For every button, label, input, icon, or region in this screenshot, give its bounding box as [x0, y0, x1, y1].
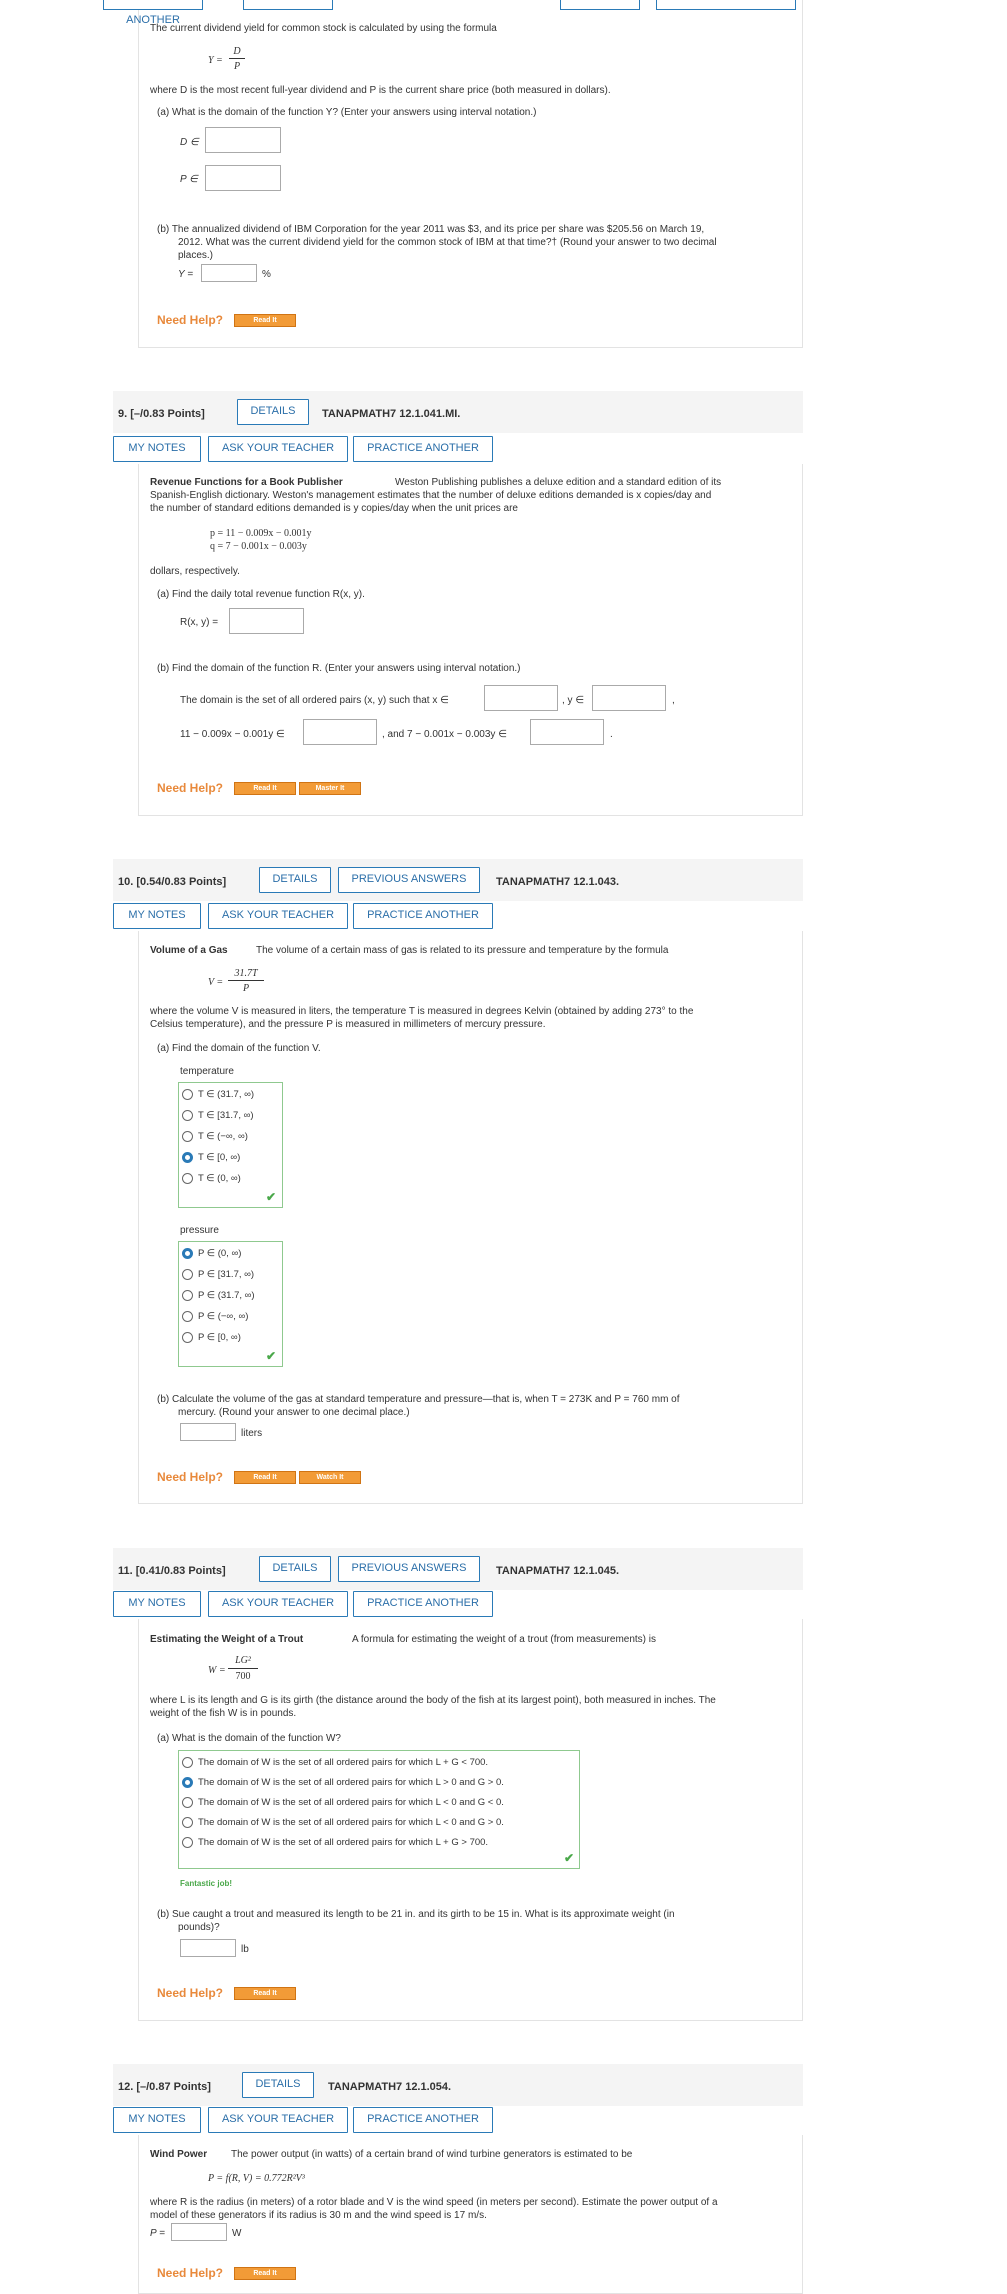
q10-temp-option[interactable]: [182, 1089, 254, 1100]
q10-details-button[interactable]: DETAILS: [259, 867, 331, 893]
q9-details-button[interactable]: DETAILS: [237, 399, 309, 425]
q12-number: 12. [–/0.87 Points]: [118, 2081, 211, 2093]
q12-need-help: Need Help?: [157, 2266, 224, 2280]
q12-p-label: P =: [150, 2228, 165, 2239]
q8-formula-den: P: [233, 61, 241, 72]
q10-title: Volume of a Gas: [150, 945, 228, 956]
radio-icon[interactable]: [182, 1269, 193, 1280]
q11-fraction-bar: [228, 1668, 258, 1669]
q12-read-it-button[interactable]: Read It: [234, 2267, 296, 2280]
q11-formula-num: LG²: [235, 1655, 251, 1666]
q9-dollars: dollars, respectively.: [150, 566, 240, 577]
q11-title: Estimating the Weight of a Trout: [150, 1634, 304, 1645]
q12-my-notes-button[interactable]: MY NOTES: [113, 2107, 201, 2133]
q11-ask-teacher-button[interactable]: ASK YOUR TEACHER: [208, 1591, 348, 1617]
q8-read-it-button[interactable]: Read It: [234, 314, 296, 327]
radio-selected-icon[interactable]: [182, 1248, 193, 1259]
q10-formula-den: P: [242, 983, 250, 994]
q10-temp-option[interactable]: [182, 1110, 254, 1121]
q10-part-a: (a) Find the domain of the function V.: [157, 1043, 321, 1054]
q9-eq-p: p = 11 − 0.009x − 0.001y: [210, 528, 312, 539]
q8-fraction-bar: [229, 58, 245, 59]
q9-intro-1: Weston Publishing publishes a deluxe edition and a standard edition of its: [395, 477, 722, 488]
q9-period: .: [610, 729, 613, 740]
q10-where-2: Celsius temperature), and the pressure P is measured in millimeters of mercury pressure.: [150, 1019, 546, 1030]
q8-y-label: Y =: [178, 269, 194, 280]
radio-icon[interactable]: [182, 1110, 193, 1121]
q12-ask-teacher-button[interactable]: ASK YOUR TEACHER: [208, 2107, 348, 2133]
q9-comma: ,: [672, 695, 675, 706]
q10-part-b-1: (b) Calculate the volume of the gas at standard temperature and pressure—that is, when T = 273K and P = 760 mm of: [157, 1394, 680, 1405]
q9-need-help: Need Help?: [157, 781, 224, 795]
q10-part-b-2: mercury. (Round your answer to one decimal place.): [178, 1407, 410, 1418]
q10-practice-another-button[interactable]: PRACTICE ANOTHER: [353, 903, 493, 929]
q12-title: Wind Power: [150, 2149, 208, 2160]
q8-my-notes-button[interactable]: [560, 0, 640, 10]
q9-card: [138, 464, 803, 816]
q11-option-selected[interactable]: [182, 1777, 504, 1788]
q8-part-b-line3: places.): [178, 250, 214, 261]
q12-details-button[interactable]: DETAILS: [242, 2072, 314, 2098]
radio-icon[interactable]: [182, 1089, 193, 1100]
q11-where-2: weight of the fish W is in pounds.: [150, 1708, 297, 1719]
q10-pressure-option-label: P ∈ (31.7, ∞): [198, 1290, 255, 1301]
q9-r-label: R(x, y) =: [180, 617, 219, 628]
q11-code: TANAPMATH7 12.1.045.: [496, 1565, 620, 1577]
q8-formula-num: D: [233, 46, 241, 57]
q10-pressure-option-label: P ∈ (−∞, ∞): [198, 1311, 249, 1322]
q10-pressure-option-label: P ∈ [31.7, ∞): [198, 1269, 255, 1280]
q9-y-domain-input[interactable]: [592, 685, 666, 711]
q10-temp-label: temperature: [180, 1066, 234, 1077]
q9-number: 9. [–/0.83 Points]: [118, 408, 205, 420]
q9-part-b: (b) Find the domain of the function R. (Enter your answers using interval notation.): [157, 663, 521, 674]
q8-p-label: P ∈: [180, 174, 198, 185]
q11-weight-input[interactable]: [180, 1939, 236, 1957]
q10-ask-teacher-button[interactable]: ASK YOUR TEACHER: [208, 903, 348, 929]
q9-part-a: (a) Find the daily total revenue function R(x, y).: [157, 589, 365, 600]
radio-icon[interactable]: [182, 1797, 193, 1808]
radio-icon[interactable]: [182, 1131, 193, 1142]
radio-icon[interactable]: [182, 1173, 193, 1184]
q11-details-button[interactable]: DETAILS: [259, 1556, 331, 1582]
q10-formula-lhs: V =: [208, 977, 224, 988]
q10-pressure-option[interactable]: [182, 1332, 241, 1343]
q8-part-b-line1: (b) The annualized dividend of IBM Corporation for the year 2011 was $3, and its price per share was $205.56 on March 19,: [157, 224, 705, 235]
q10-pressure-label: pressure: [180, 1225, 219, 1236]
q11-formula-den: 700: [235, 1671, 251, 1682]
q8-part-b-line2: 2012. What was the current dividend yield for the common stock of IBM at that time?† (Round your answer to two decimal: [178, 237, 717, 248]
q9-intro-3: the number of standard editions demanded is y copies/day when the unit prices are: [150, 503, 518, 514]
q10-formula-num: 31.7T: [234, 968, 258, 979]
q8-d-label: D ∈: [180, 137, 199, 148]
q9-cond-1: 11 − 0.009x − 0.001y ∈: [180, 729, 285, 740]
q10-pressure-option[interactable]: [182, 1290, 255, 1301]
q11-number: 11. [0.41/0.83 Points]: [118, 1565, 226, 1577]
q11-previous-answers-button[interactable]: PREVIOUS ANSWERS: [338, 1556, 480, 1582]
q10-fraction-bar: [228, 980, 264, 981]
q8-part-a: (a) What is the domain of the function Y? (Enter your answers using interval notation.): [157, 107, 537, 118]
q9-cond-2: , and 7 − 0.001x − 0.003y ∈: [382, 729, 507, 740]
q8-y-input[interactable]: [201, 264, 257, 282]
q11-practice-another-button[interactable]: PRACTICE ANOTHER: [353, 1591, 493, 1617]
q8-y-unit: %: [262, 269, 271, 280]
q11-part-b-1: (b) Sue caught a trout and measured its length to be 21 in. and its girth to be 15 in. What is its approximate weight (in: [157, 1909, 675, 1920]
q12-practice-another-button[interactable]: PRACTICE ANOTHER: [353, 2107, 493, 2133]
q9-read-it-button[interactable]: Read It: [234, 782, 296, 795]
q10-read-it-button[interactable]: Read It: [234, 1471, 296, 1484]
q12-header: [113, 2064, 803, 2106]
q11-option-label: The domain of W is the set of all ordered pairs for which L > 0 and G > 0.: [198, 1777, 504, 1788]
q11-option-label: The domain of W is the set of all ordered pairs for which L < 0 and G < 0.: [198, 1797, 504, 1808]
q11-part-b-2: pounds)?: [178, 1922, 220, 1933]
q10-temp-option-label: T ∈ [0, ∞): [198, 1152, 241, 1163]
q10-temp-option[interactable]: [182, 1173, 241, 1184]
q10-pressure-option-label: P ∈ (0, ∞): [198, 1248, 242, 1259]
q11-intro: A formula for estimating the weight of a trout (from measurements) is: [352, 1634, 657, 1645]
q9-eq-q: q = 7 − 0.001x − 0.003y: [210, 541, 307, 552]
q10-code: TANAPMATH7 12.1.043.: [496, 876, 620, 888]
q9-code: TANAPMATH7 12.1.041.MI.: [322, 408, 461, 420]
q10-temp-option-label: T ∈ (31.7, ∞): [198, 1089, 255, 1100]
q10-pressure-option[interactable]: [182, 1269, 254, 1280]
q11-need-help: Need Help?: [157, 1986, 224, 2000]
q11-fantastic: Fantastic job!: [180, 1879, 233, 1888]
q9-y-in: , y ∈: [562, 695, 585, 706]
q10-temp-option-label: T ∈ [31.7, ∞): [198, 1110, 254, 1121]
q12-code: TANAPMATH7 12.1.054.: [328, 2081, 452, 2093]
q10-previous-answers-button[interactable]: PREVIOUS ANSWERS: [338, 867, 480, 893]
q10-temp-option-selected[interactable]: [182, 1152, 240, 1163]
q10-need-help: Need Help?: [157, 1470, 224, 1484]
q11-lb: lb: [241, 1944, 249, 1955]
q11-option-label: The domain of W is the set of all ordered pairs for which L < 0 and G > 0.: [198, 1817, 504, 1828]
q8-need-help: Need Help?: [157, 313, 224, 327]
q9-x-domain-input[interactable]: [484, 685, 558, 711]
q8-formula-lhs: Y =: [208, 55, 223, 66]
q11-where-1: where L is its length and G is its girth (the distance around the body of the fish at its largest point), both measured in inches. The: [150, 1695, 716, 1706]
radio-icon[interactable]: [182, 1817, 193, 1828]
radio-icon[interactable]: [182, 1332, 193, 1343]
q8-intro: The current dividend yield for common stock is calculated by using the formula: [150, 23, 497, 34]
radio-icon[interactable]: [182, 1837, 193, 1848]
q8-where: where D is the most recent full-year dividend and P is the current share price (both measured in dollars).: [150, 85, 611, 96]
q11-part-a: (a) What is the domain of the function W?: [157, 1733, 341, 1744]
q10-temp-option-label: T ∈ (−∞, ∞): [198, 1131, 248, 1142]
q9-title: Revenue Functions for a Book Publisher: [150, 477, 343, 488]
q12-where-1: where R is the radius (in meters) of a rotor blade and V is the wind speed (in meters per second). Estimate the power output of a: [150, 2197, 718, 2208]
q12-where-2: model of these generators if its radius is 30 m and the wind speed is 17 m/s.: [150, 2210, 487, 2221]
q9-ask-teacher-button[interactable]: ASK YOUR TEACHER: [208, 436, 348, 462]
q8-details-button[interactable]: [243, 0, 333, 10]
q11-option-label: The domain of W is the set of all ordered pairs for which L + G > 700.: [198, 1837, 489, 1848]
q12-formula: P = f(R, V) = 0.772R²V³: [208, 2173, 305, 2184]
q10-number: 10. [0.54/0.83 Points]: [118, 876, 227, 888]
q8-p-domain-input[interactable]: [205, 165, 281, 191]
radio-selected-icon[interactable]: [182, 1777, 193, 1788]
q11-read-it-button[interactable]: Read It: [234, 1987, 296, 2000]
q10-temp-option-label: T ∈ (0, ∞): [198, 1173, 241, 1184]
q11-my-notes-button[interactable]: MY NOTES: [113, 1591, 201, 1617]
q11-option[interactable]: [182, 1757, 488, 1768]
q10-pressure-checkmark-icon: ✔: [266, 1349, 277, 1363]
q8-ask-teacher-button[interactable]: [656, 0, 796, 10]
q11-formula-lhs: W =: [208, 1665, 226, 1676]
q9-practice-another-button[interactable]: PRACTICE ANOTHER: [353, 436, 493, 462]
radio-icon[interactable]: [182, 1290, 193, 1301]
q10-temp-checkmark-icon: ✔: [266, 1190, 277, 1204]
radio-selected-icon[interactable]: [182, 1152, 193, 1163]
radio-icon[interactable]: [182, 1311, 193, 1322]
q11-option[interactable]: [182, 1817, 504, 1828]
q11-option[interactable]: [182, 1837, 488, 1848]
q9-intro-2: Spanish-English dictionary. Weston's management estimates that the number of deluxe editions demanded is x copies/day and: [150, 490, 712, 501]
q10-watch-it-button[interactable]: Watch It: [299, 1471, 361, 1484]
q10-pressure-option-selected[interactable]: [182, 1248, 241, 1259]
q9-my-notes-button[interactable]: MY NOTES: [113, 436, 201, 462]
q10-where-1: where the volume V is measured in liters, the temperature T is measured in degrees Kelvin (obtained by adding 273° to the: [150, 1006, 694, 1017]
q10-liters: liters: [241, 1428, 263, 1439]
q10-pressure-option-label: P ∈ [0, ∞): [198, 1332, 241, 1343]
q11-checkmark-icon: ✔: [564, 1851, 575, 1865]
radio-icon[interactable]: [182, 1757, 193, 1768]
q9-cond1-input[interactable]: [303, 719, 377, 745]
q10-temp-option[interactable]: [182, 1131, 248, 1142]
q9-domain-text: The domain is the set of all ordered pairs (x, y) such that x ∈: [180, 695, 449, 706]
q8-d-domain-input[interactable]: [205, 127, 281, 153]
q11-option[interactable]: [182, 1797, 504, 1808]
q11-option-label: The domain of W is the set of all ordered pairs for which L + G < 700.: [198, 1757, 489, 1768]
q9-master-it-button[interactable]: Master It: [299, 782, 361, 795]
q10-volume-input[interactable]: [180, 1423, 236, 1441]
q12-intro: The power output (in watts) of a certain brand of wind turbine generators is estimated to be: [231, 2149, 633, 2160]
q8-practice-another-button[interactable]: ANOTHER: [103, 0, 203, 10]
q9-cond2-input[interactable]: [530, 719, 604, 745]
q10-intro: The volume of a certain mass of gas is related to its pressure and temperature by the formula: [256, 945, 669, 956]
q12-power-input[interactable]: [171, 2223, 227, 2241]
q10-my-notes-button[interactable]: MY NOTES: [113, 903, 201, 929]
q10-pressure-option[interactable]: [182, 1311, 248, 1322]
q12-w-unit: W: [232, 2228, 242, 2239]
q9-r-input[interactable]: [229, 608, 304, 634]
